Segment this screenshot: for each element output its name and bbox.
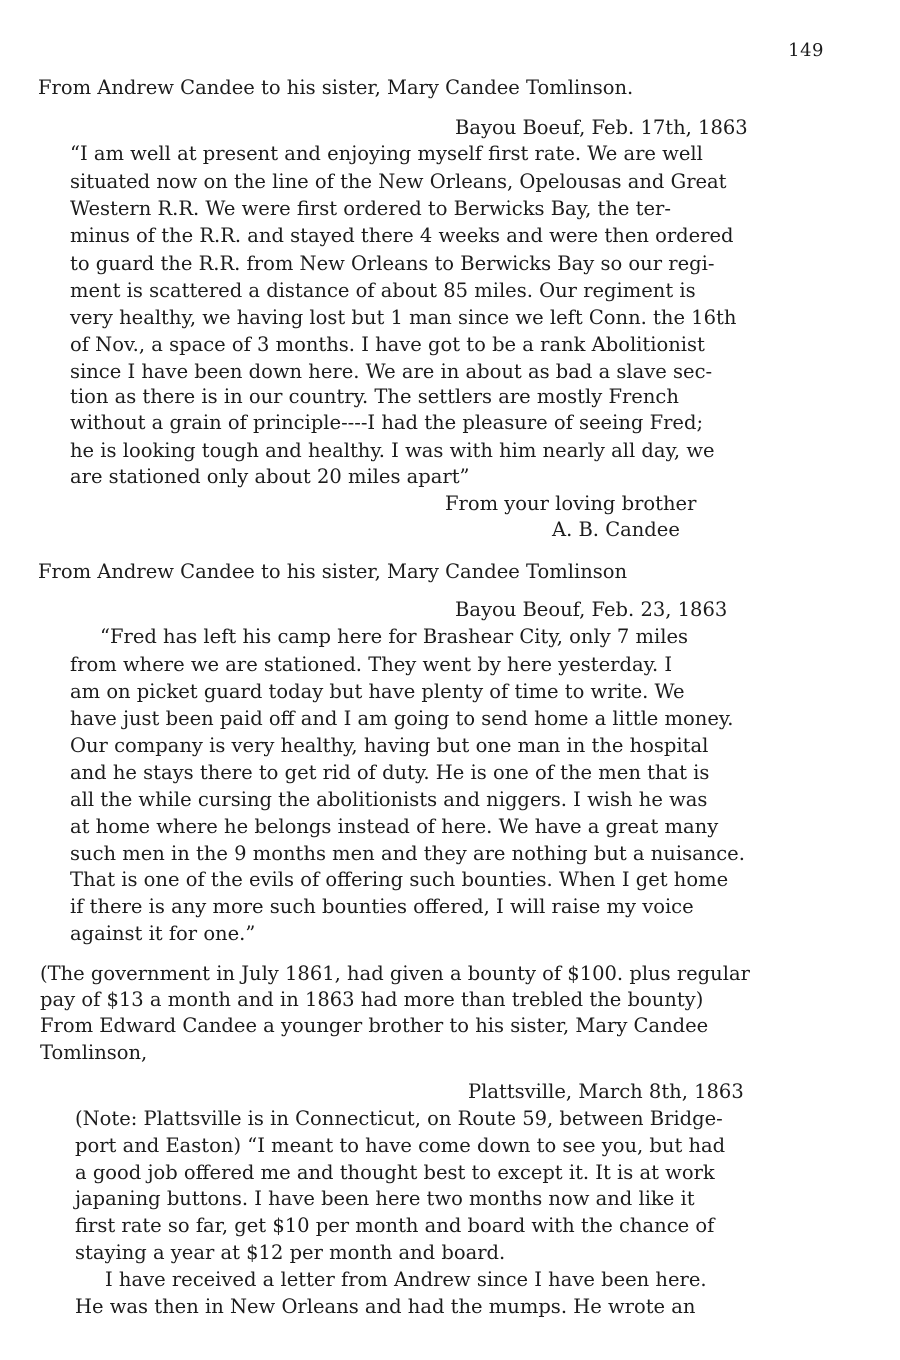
letter-1-signature: A. B. Candee — [552, 518, 680, 541]
letter-2-body-line: am on picket guard today but have plenty of time to write. We — [70, 680, 685, 703]
letter-2-body-line: if there is any more such bounties offered, I will raise my voice — [70, 895, 694, 918]
letter-3-body-line: japaning buttons. I have been here two months now and like it — [75, 1187, 695, 1210]
letter-3-body-line: I have received a letter from Andrew since I have been here. — [105, 1268, 707, 1291]
letter-1-body-line: “I am well at present and enjoying myself first rate. We are well — [70, 142, 703, 165]
letter-2-dateline: Bayou Beouf, Feb. 23, 1863 — [455, 598, 728, 621]
letter-2-body-line: all the while cursing the abolitionists and niggers. I wish he was — [70, 788, 708, 811]
letter-1-heading: From Andrew Candee to his sister, Mary Candee Tomlinson. — [38, 76, 634, 99]
editorial-note-line: pay of $13 a month and in 1863 had more than trebled the bounty) — [40, 988, 704, 1011]
letter-3-body-line: a good job offered me and thought best to except it. It is at work — [75, 1161, 715, 1184]
letter-2-heading: From Andrew Candee to his sister, Mary Candee Tomlinson — [38, 560, 628, 583]
letter-3-body-line: staying a year at $12 per month and board. — [75, 1241, 506, 1264]
letter-1-body-line: Western R.R. We were first ordered to Berwicks Bay, the ter- — [70, 197, 671, 220]
page-number: 149 — [788, 40, 824, 61]
letter-1-body-line: are stationed only about 20 miles apart” — [70, 465, 470, 488]
letter-1-body-line: ment is scattered a distance of about 85 miles. Our regiment is — [70, 279, 696, 302]
letter-2-body-line: That is one of the evils of offering such bounties. When I get home — [70, 868, 729, 891]
letter-1-body-line: since I have been down here. We are in about as bad a slave sec- — [70, 360, 713, 383]
letter-3-body-line: first rate so far, get $10 per month and board with the chance of — [75, 1214, 715, 1237]
letter-2-body-line: against it for one.” — [70, 922, 256, 945]
letter-2-body-line: such men in the 9 months men and they are nothing but a nuisance. — [70, 842, 745, 865]
letter-3-heading-line: From Edward Candee a younger brother to his sister, Mary Candee — [40, 1014, 709, 1037]
letter-3-dateline: Plattsville, March 8th, 1863 — [468, 1080, 744, 1103]
letter-2-body-line: “Fred has left his camp here for Brashear City, only 7 miles — [100, 625, 689, 648]
letter-1-dateline: Bayou Boeuf, Feb. 17th, 1863 — [455, 116, 748, 139]
letter-2-body-line: at home where he belongs instead of here. We have a great many — [70, 815, 719, 838]
letter-2-body-line: have just been paid off and I am going to send home a little money. — [70, 707, 734, 730]
letter-1-body-line: to guard the R.R. from New Orleans to Berwicks Bay so our regi- — [70, 252, 715, 275]
letter-2-body-line: Our company is very healthy, having but one man in the hospital — [70, 734, 709, 757]
letter-1-body-line: situated now on the line of the New Orleans, Opelousas and Great — [70, 170, 727, 193]
letter-1-body-line: tion as there is in our country. The settlers are mostly French — [70, 385, 679, 408]
letter-1-body-line: of Nov., a space of 3 months. I have got to be a rank Abolitionist — [70, 333, 705, 356]
letter-1-body-line: very healthy, we having lost but 1 man since we left Conn. the 16th — [70, 306, 737, 329]
letter-3-body-line: port and Easton) “I meant to have come down to see you, but had — [75, 1134, 726, 1157]
letter-3-body-line: (Note: Plattsville is in Connecticut, on Route 59, between Bridge- — [75, 1107, 723, 1130]
letter-2-body-line: from where we are stationed. They went by here yesterday. I — [70, 653, 673, 676]
letter-1-body-line: he is looking tough and healthy. I was with him nearly all day, we — [70, 439, 715, 462]
letter-2-body-line: and he stays there to get rid of duty. He is one of the men that is — [70, 761, 710, 784]
editorial-note-line: (The government in July 1861, had given a bounty of $100. plus regular — [40, 962, 750, 985]
letter-3-heading-line: Tomlinson, — [40, 1041, 148, 1064]
letter-3-body-line: He was then in New Orleans and had the mumps. He wrote an — [75, 1295, 696, 1318]
letter-1-body-line: without a grain of principle----I had the pleasure of seeing Fred; — [70, 411, 704, 434]
letter-1-closing: From your loving brother — [445, 492, 697, 515]
letter-1-body-line: minus of the R.R. and stayed there 4 weeks and were then ordered — [70, 224, 734, 247]
